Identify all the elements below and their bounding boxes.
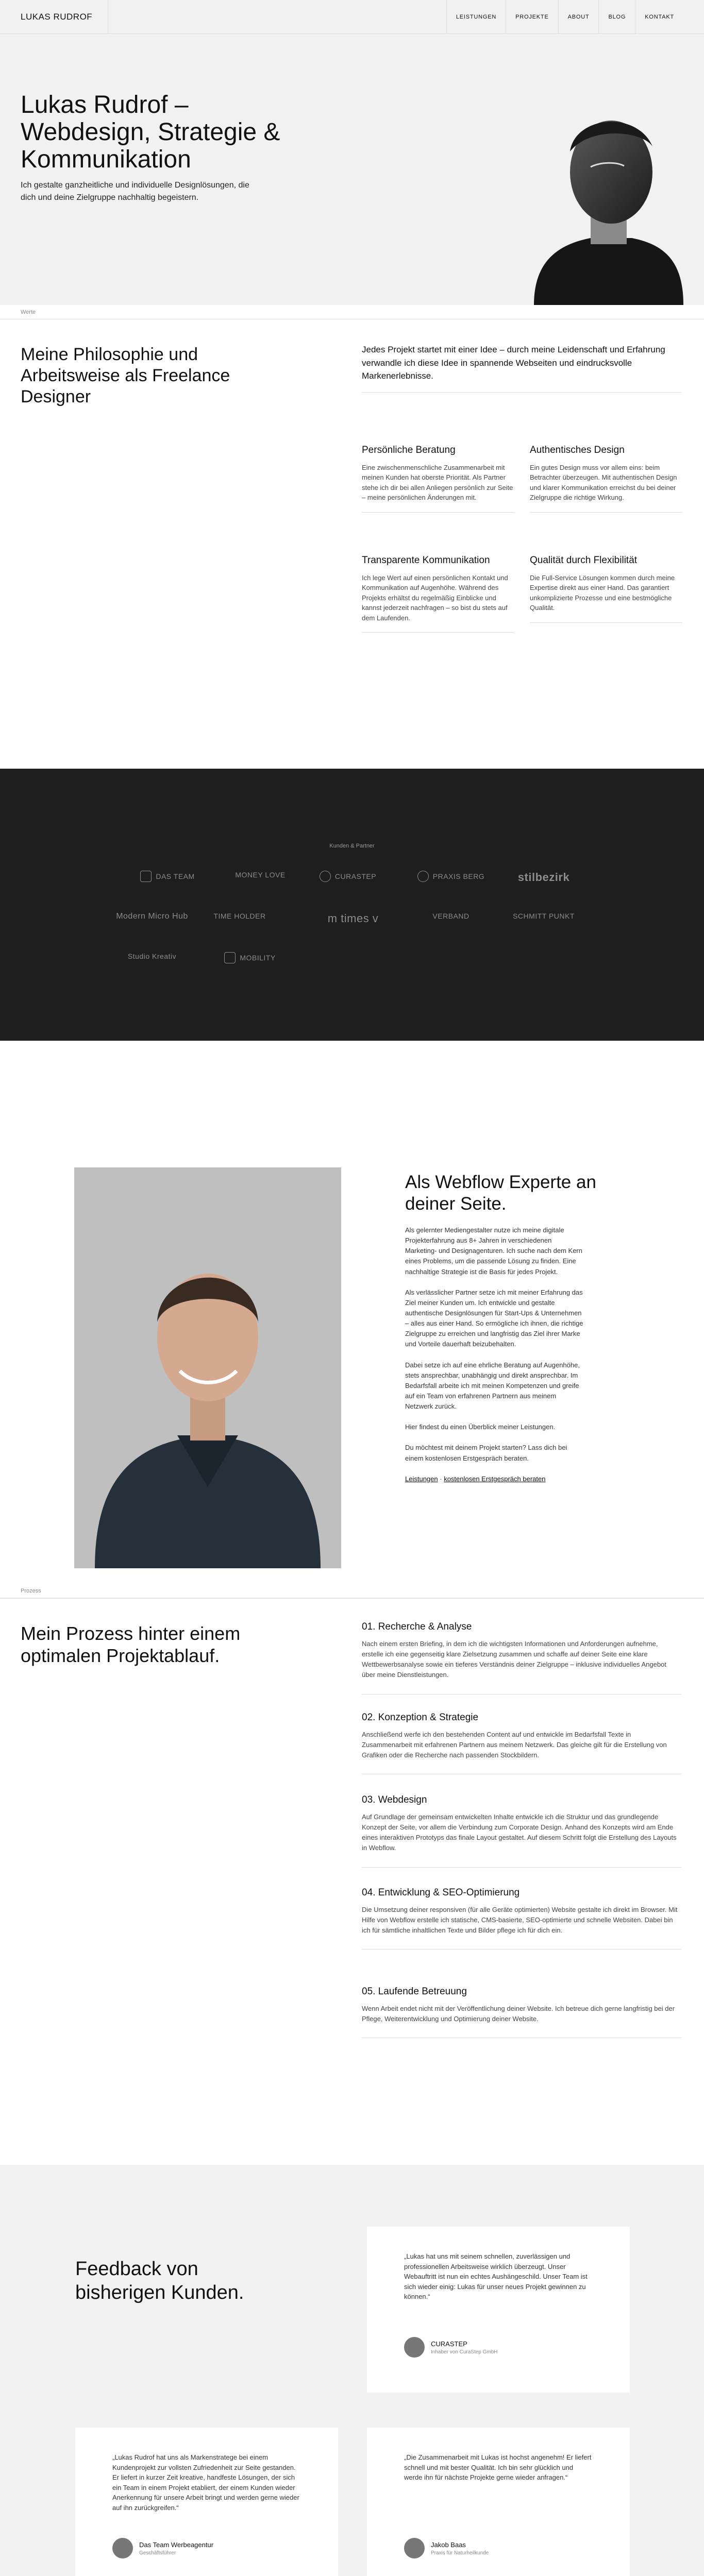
client-logo: CURASTEP xyxy=(304,871,392,882)
feature-transparente-kommunikation xyxy=(362,554,514,633)
logo-mark-icon xyxy=(417,871,429,882)
client-logo: MOBILITY xyxy=(206,952,294,963)
testimonial-quote: „Die Zusammenarbeit mit Lukas ist hochst angenehm! Er liefert schnell und mit bester Qualität. Ich bin sehr glücklich und werde ihn für nächste Projekte gerne wieder anfragen.“ xyxy=(404,2453,592,2481)
testimonial-author xyxy=(112,2538,213,2558)
about-paragraph-cta: Du möchtest mit deinem Projekt starten? Lass dich bei einem kostenlosen Erstgespräch beraten. xyxy=(405,1444,567,1462)
step-text: Auf Grundlage der gemeinsam entwickelten Inhalte entwickle ich die Struktur und das grundlegende Konzept der Seite, vor allem die Verbindung zum Corporate Design. Anhand des Konzepts wird am Ende eines interaktiven Prototyps das finale Layout gestaltet. Auf diesem Schritt folgt die Erstellung des Layouts in Webflow. xyxy=(362,1813,677,1852)
client-logo: TIME HOLDER xyxy=(213,912,266,920)
about-paragraph: Als gelernter Mediengestalter nutze ich meine digitale Projekterfahrung aus 8+ Jahren in verschiedenen Marketing- und Designagenturen. Ich suche nach dem Kern eines Problems, um die passende Lösung zu finden. Eine nachhaltige Strategie ist die Basis für jedes Projekt. xyxy=(405,1226,582,1276)
about-paragraph: Als verlässlicher Partner setze ich mit meiner Erfahrung das Ziel meiner Kunden um. Ich entwickle und gestalte authentische Designlösungen für Start-Ups & Unternehmen – alles aus einer Hand. So ermögliche ich ihnen, die richtige Zielgruppe zu erreichen und langfristig das Ziel ihrer Marke und Vorteile dauerhaft beizubehalten. xyxy=(405,1288,583,1348)
nav-link-blog[interactable]: BLOG xyxy=(598,0,635,33)
feature-persoenliche-beratung xyxy=(362,444,514,513)
client-logo: Modern Micro Hub xyxy=(116,912,188,921)
client-logo: m times v xyxy=(327,912,379,925)
client-logo: VERBAND xyxy=(432,912,470,920)
step-title: 02. Konzeption & Strategie xyxy=(362,1712,479,1723)
section-tag-werte: Werte xyxy=(0,305,704,319)
client-logo: MONEY LOVE xyxy=(235,871,286,879)
testimonial-card xyxy=(367,2227,630,2393)
about-portrait-image xyxy=(74,1167,341,1568)
client-logo: DAS TEAM xyxy=(124,871,211,882)
step-title: 01. Recherche & Analyse xyxy=(362,1621,472,1632)
feature-title: Transparente Kommunikation xyxy=(362,555,490,566)
client-logo: Studio Kreativ xyxy=(127,952,177,960)
process-step xyxy=(362,1712,681,1774)
feature-text: Eine zwischenmenschliche Zusammenarbeit mit meinen Kunden hat oberste Priorität. Als Partner stehe ich dir bei allen Anliegen persönlich zur Seite – meine persönlichen Änderungen mit. xyxy=(362,463,513,502)
author-role: Praxis für Naturheilkunde xyxy=(431,2550,489,2556)
feature-authentisches-design xyxy=(530,444,682,513)
clients-section xyxy=(0,769,704,1041)
about-section xyxy=(0,1041,704,1584)
logo-mark-icon xyxy=(224,952,236,963)
testimonial-author xyxy=(404,2538,489,2558)
step-text: Anschließend werfe ich den bestehenden Content auf und entwickle im Bedarfsfall Texte in Zusammenarbeit mit erfahrenen Partnern aus meinem Netzwerk. Das gleiche gilt für die Erstellung von Grafiken oder die Recherche nach passenden Stockbildern. xyxy=(362,1731,667,1759)
step-title: 03. Webdesign xyxy=(362,1794,427,1805)
feature-text: Die Full-Service Lösungen kommen durch meine Expertise direkt aus einer Hand. Das garantiert unkomplizierte Prozesse und eine bestmögliche Qualität. xyxy=(530,573,675,612)
main-menu xyxy=(446,0,683,33)
nav-link-leistungen[interactable]: LEISTUNGEN xyxy=(446,0,506,33)
avatar xyxy=(404,2337,425,2358)
logo-mark-icon xyxy=(140,871,152,882)
step-title: 05. Laufende Betreuung xyxy=(362,1986,467,1997)
about-copy xyxy=(405,1225,583,1495)
feature-text: Ich lege Wert auf einen persönlichen Kontakt und Kommunikation auf Augenhöhe. Während des Projekts erhältst du regelmäßig Einblicke und kannst jederzeit nachfragen – so bist du stets auf dem Laufenden. xyxy=(362,573,508,622)
nav-link-kontakt[interactable]: KONTAKT xyxy=(635,0,683,33)
feature-qualitaet-flexibilitaet xyxy=(530,554,682,623)
process-step xyxy=(362,1986,681,2038)
step-text: Die Umsetzung deiner responsiven (für alle Geräte optimierten) Website gestalte ich direkt im Browser. Mit Hilfe von Webflow erstelle ich statische, CMS-basierte, SEO-optimierte und schnelle Websiten. Dabei bin ich für sämtliche inhaltlichen Texte und Bilder pflege ich für dich ein. xyxy=(362,1906,678,1935)
top-navbar xyxy=(0,0,704,34)
hero-portrait-image xyxy=(513,95,683,305)
nav-link-projekte[interactable]: PROJEKTE xyxy=(506,0,558,33)
about-paragraph-leistungen: Hier findest du einen Überblick meiner Leistungen. xyxy=(405,1423,556,1431)
philosophy-title: Meine Philosophie und Arbeitsweise als Freelance Designer xyxy=(21,345,230,406)
avatar xyxy=(112,2538,133,2558)
process-title: Mein Prozess hinter einem optimalen Projektablauf. xyxy=(21,1623,241,1667)
about-paragraph: Dabei setze ich auf eine ehrliche Beratung auf Augenhöhe, stets ansprechbar, unabhängig und direkt ansprechbar. Im Bedarfsfall arbeite ich mit meinen Kompetenzen und greife auf ein Team von erfahrenen Partnern aus meinem Netzwerk zurück. xyxy=(405,1361,580,1411)
client-logo: stilbezirk xyxy=(517,871,570,884)
testimonial-quote: „Lukas hat uns mit seinem schnellen, zuverlässigen und professionellen Arbeitsweise wirklich überzeugt. Unser Webauftritt ist nun ein echtes Aushängeschild. Unser Team ist sich wieder einig: Lukas für unser neues Projekt gewinnen zu können.“ xyxy=(404,2252,588,2300)
step-text: Nach einem ersten Briefing, in dem ich die wichtigsten Informationen und Anforderungen aufnehme, erstelle ich eine gegenseitig klare Zielsetzung zusammen und schaffe auf deiner Seite eine klare Wettbewerbsanalyse sowie ein tieferes Verständnis deiner Zielgruppe – inklusive individuelles Angebot über meine Dienstleistungen. xyxy=(362,1640,666,1679)
author-name: Jakob Baas xyxy=(431,2540,466,2549)
feature-text: Ein gutes Design muss vor allem eins: beim Betrachter überzeugen. Mit authentischen Design und klarer Kommunikation erreichst du bei deiner Zielgruppe die richtige Wirkung. xyxy=(530,463,677,502)
philosophy-section xyxy=(0,319,704,769)
hero-subtitle: Ich gestalte ganzheitliche und individuelle Designlösungen, die dich und deine Zielgruppe nachhaltig begeistern. xyxy=(21,181,249,202)
leistungen-link[interactable]: Leistungen xyxy=(405,1475,438,1483)
feature-title: Authentisches Design xyxy=(530,445,625,455)
philosophy-lead: Jedes Projekt startet mit einer Idee – durch meine Leidenschaft und Erfahrung verwandle ich diese Idee in spannende Webseiten und eindrucksvolle Markenerlebnisse. xyxy=(362,343,681,393)
about-links: Leistungen · kostenlosen Erstgespräch beraten xyxy=(405,1475,546,1483)
process-step xyxy=(362,1794,681,1868)
author-name: CURASTEP xyxy=(431,2340,467,2348)
testimonial-author xyxy=(404,2337,498,2358)
testimonial-card xyxy=(367,2428,630,2576)
process-section xyxy=(0,1598,704,2165)
process-step xyxy=(362,1621,681,1694)
erstgespraech-link[interactable]: kostenlosen Erstgespräch beraten xyxy=(444,1475,546,1483)
feature-title: Persönliche Beratung xyxy=(362,445,456,455)
section-tag-prozess: Prozess xyxy=(0,1584,704,1598)
testimonial-quote: „Lukas Rudrof hat uns als Markenstratege bei einem Kundenprojekt zur vollsten Zufriedenheit zur Seite gestanden. Er liefert in kurzer Zeit kreative, handfeste Lösungen, der sich ein Team in einem Projekt etabliert, der einem Kunden wieder Anerkennung für unsere Arbeit bringt und werden gerne wieder auf ihn zurückgreifen.“ xyxy=(112,2453,299,2512)
step-title: 04. Entwicklung & SEO-Optimierung xyxy=(362,1887,520,1898)
avatar xyxy=(404,2538,425,2558)
client-logo: PRAXIS BERG xyxy=(407,871,495,882)
feature-title: Qualität durch Flexibilität xyxy=(530,555,638,566)
clients-label: Kunden & Partner xyxy=(329,843,375,849)
testimonial-card xyxy=(75,2428,338,2576)
step-text: Wenn Arbeit endet nicht mit der Veröffentlichung deiner Website. Ich betreue dich gerne langfristig bei der Pflege, Weiterentwicklung und Optimierung deiner Website. xyxy=(362,2005,675,2023)
hero-section xyxy=(0,34,704,305)
brand-logo[interactable]: LUKAS RUDROF xyxy=(21,0,108,33)
logo-mark-icon xyxy=(320,871,331,882)
client-logo: SCHMITT PUNKT xyxy=(513,912,575,920)
author-role: Geschäftsführer xyxy=(139,2550,176,2556)
about-title: Als Webflow Experte an deiner Seite. xyxy=(405,1172,596,1214)
hero-title: Lukas Rudrof – Webdesign, Strategie & Kommunikation xyxy=(21,91,280,173)
author-name: Das Team Werbeagentur xyxy=(139,2540,214,2549)
author-role: Inhaber von CuraStep GmbH xyxy=(431,2349,498,2355)
testimonials-title: Feedback von bisherigen Kunden. xyxy=(75,2258,244,2303)
testimonials-section xyxy=(0,2165,704,2576)
process-step xyxy=(362,1887,681,1950)
nav-link-about[interactable]: ABOUT xyxy=(558,0,599,33)
